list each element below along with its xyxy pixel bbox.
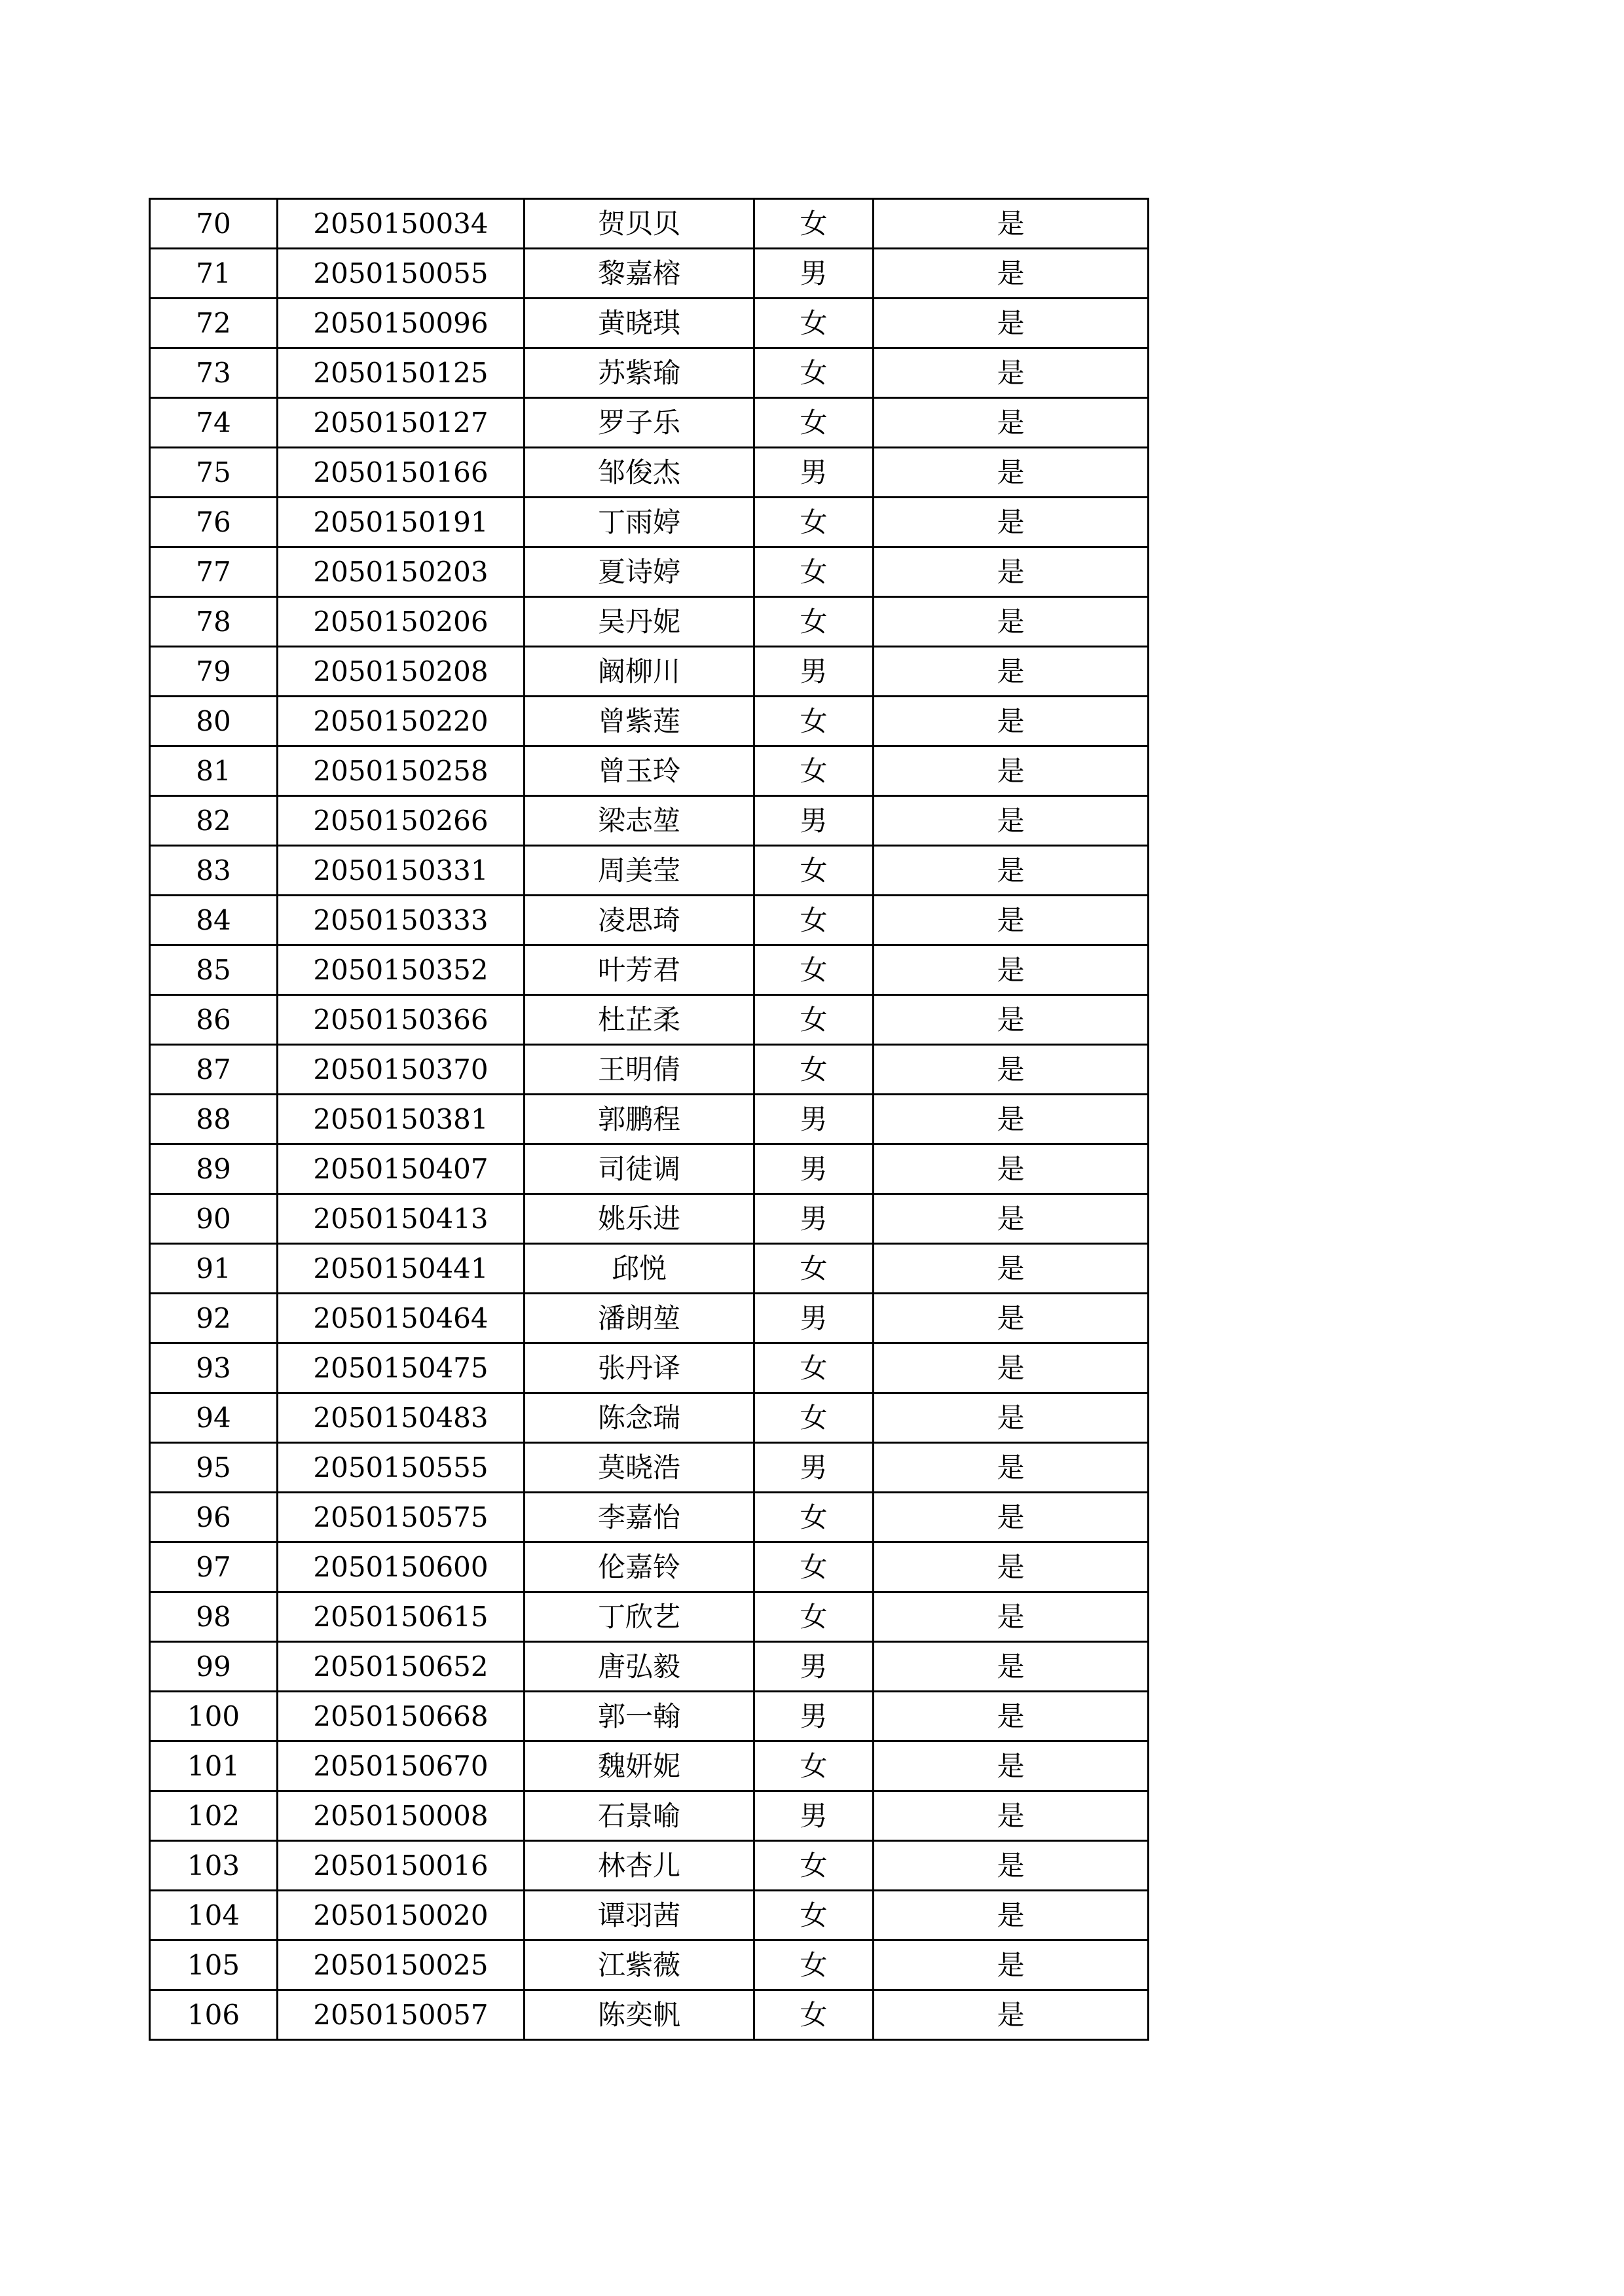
table-row — [150, 1692, 1149, 1741]
student-id-cell: 2050150020 — [278, 1891, 525, 1941]
student-id-cell: 2050150483 — [278, 1393, 525, 1443]
table-row — [150, 1592, 1149, 1642]
table-row — [150, 1343, 1149, 1393]
status-cell: 是 — [874, 1493, 1149, 1542]
row-number-cell: 74 — [150, 398, 278, 448]
student-id-cell: 2050150441 — [278, 1244, 525, 1294]
gender-cell: 女 — [754, 846, 874, 896]
table-row — [150, 498, 1149, 547]
row-number-cell: 89 — [150, 1144, 278, 1194]
gender-cell: 女 — [754, 1393, 874, 1443]
status-cell: 是 — [874, 249, 1149, 299]
student-name-cell: 姚乐进 — [525, 1194, 754, 1244]
student-name-cell: 陈奕帆 — [525, 1990, 754, 2040]
row-number-cell: 99 — [150, 1642, 278, 1692]
row-number-cell: 98 — [150, 1592, 278, 1642]
status-cell: 是 — [874, 448, 1149, 498]
student-name-cell: 陈念瑞 — [525, 1393, 754, 1443]
status-cell: 是 — [874, 896, 1149, 945]
student-id-cell: 2050150366 — [278, 995, 525, 1045]
student-name-cell: 丁欣艺 — [525, 1592, 754, 1642]
student-name-cell: 伦嘉铃 — [525, 1542, 754, 1592]
student-name-cell: 罗子乐 — [525, 398, 754, 448]
status-cell: 是 — [874, 597, 1149, 647]
student-table — [149, 198, 1149, 2041]
gender-cell: 女 — [754, 1542, 874, 1592]
table-row — [150, 945, 1149, 995]
gender-cell: 女 — [754, 1343, 874, 1393]
row-number-cell: 97 — [150, 1542, 278, 1592]
gender-cell: 男 — [754, 1144, 874, 1194]
student-id-cell: 2050150025 — [278, 1941, 525, 1990]
gender-cell: 女 — [754, 1841, 874, 1891]
student-id-cell: 2050150008 — [278, 1791, 525, 1841]
student-name-cell: 唐弘毅 — [525, 1642, 754, 1692]
student-id-cell: 2050150096 — [278, 299, 525, 348]
status-cell: 是 — [874, 199, 1149, 249]
gender-cell: 女 — [754, 1493, 874, 1542]
table-row — [150, 1891, 1149, 1941]
table-body — [150, 199, 1149, 2040]
student-name-cell: 李嘉怡 — [525, 1493, 754, 1542]
table-row — [150, 1095, 1149, 1144]
status-cell: 是 — [874, 498, 1149, 547]
student-name-cell: 杜芷柔 — [525, 995, 754, 1045]
row-number-cell: 106 — [150, 1990, 278, 2040]
gender-cell: 女 — [754, 1592, 874, 1642]
table-row — [150, 299, 1149, 348]
status-cell: 是 — [874, 1095, 1149, 1144]
row-number-cell: 88 — [150, 1095, 278, 1144]
student-name-cell: 黄晓琪 — [525, 299, 754, 348]
row-number-cell: 76 — [150, 498, 278, 547]
student-id-cell: 2050150575 — [278, 1493, 525, 1542]
student-id-cell: 2050150475 — [278, 1343, 525, 1393]
gender-cell: 男 — [754, 249, 874, 299]
gender-cell: 男 — [754, 647, 874, 697]
student-name-cell: 江紫薇 — [525, 1941, 754, 1990]
student-id-cell: 2050150208 — [278, 647, 525, 697]
table-row — [150, 348, 1149, 398]
status-cell: 是 — [874, 1144, 1149, 1194]
table-row — [150, 1990, 1149, 2040]
gender-cell: 男 — [754, 1791, 874, 1841]
student-id-cell: 2050150370 — [278, 1045, 525, 1095]
row-number-cell: 71 — [150, 249, 278, 299]
table-row — [150, 846, 1149, 896]
status-cell: 是 — [874, 945, 1149, 995]
row-number-cell: 102 — [150, 1791, 278, 1841]
gender-cell: 男 — [754, 1642, 874, 1692]
student-id-cell: 2050150555 — [278, 1443, 525, 1493]
gender-cell: 女 — [754, 597, 874, 647]
row-number-cell: 84 — [150, 896, 278, 945]
student-name-cell: 石景喻 — [525, 1791, 754, 1841]
gender-cell: 女 — [754, 299, 874, 348]
student-name-cell: 黎嘉榕 — [525, 249, 754, 299]
student-id-cell: 2050150333 — [278, 896, 525, 945]
table-row — [150, 697, 1149, 746]
gender-cell: 女 — [754, 896, 874, 945]
table-row — [150, 1443, 1149, 1493]
row-number-cell: 80 — [150, 697, 278, 746]
table-row — [150, 1294, 1149, 1343]
table-row — [150, 1045, 1149, 1095]
status-cell: 是 — [874, 1294, 1149, 1343]
table-row — [150, 597, 1149, 647]
row-number-cell: 100 — [150, 1692, 278, 1741]
status-cell: 是 — [874, 1244, 1149, 1294]
status-cell: 是 — [874, 796, 1149, 846]
student-id-cell: 2050150166 — [278, 448, 525, 498]
student-id-cell: 2050150127 — [278, 398, 525, 448]
gender-cell: 女 — [754, 746, 874, 796]
status-cell: 是 — [874, 995, 1149, 1045]
gender-cell: 女 — [754, 547, 874, 597]
gender-cell: 女 — [754, 398, 874, 448]
table-row — [150, 1542, 1149, 1592]
student-name-cell: 凌思琦 — [525, 896, 754, 945]
gender-cell: 女 — [754, 1045, 874, 1095]
student-id-cell: 2050150331 — [278, 846, 525, 896]
student-id-cell: 2050150055 — [278, 249, 525, 299]
status-cell: 是 — [874, 1891, 1149, 1941]
table-row — [150, 1493, 1149, 1542]
status-cell: 是 — [874, 1941, 1149, 1990]
row-number-cell: 78 — [150, 597, 278, 647]
table-row — [150, 1144, 1149, 1194]
status-cell: 是 — [874, 1343, 1149, 1393]
student-name-cell: 王明倩 — [525, 1045, 754, 1095]
student-name-cell: 莫晓浩 — [525, 1443, 754, 1493]
table-row — [150, 896, 1149, 945]
student-id-cell: 2050150206 — [278, 597, 525, 647]
student-id-cell: 2050150203 — [278, 547, 525, 597]
status-cell: 是 — [874, 1791, 1149, 1841]
row-number-cell: 93 — [150, 1343, 278, 1393]
table-row — [150, 448, 1149, 498]
row-number-cell: 70 — [150, 199, 278, 249]
status-cell: 是 — [874, 846, 1149, 896]
table-row — [150, 1841, 1149, 1891]
row-number-cell: 73 — [150, 348, 278, 398]
gender-cell: 男 — [754, 1443, 874, 1493]
gender-cell: 女 — [754, 498, 874, 547]
table-row — [150, 995, 1149, 1045]
row-number-cell: 103 — [150, 1841, 278, 1891]
student-name-cell: 邱悦 — [525, 1244, 754, 1294]
gender-cell: 女 — [754, 1244, 874, 1294]
gender-cell: 女 — [754, 995, 874, 1045]
status-cell: 是 — [874, 1194, 1149, 1244]
gender-cell: 女 — [754, 1941, 874, 1990]
gender-cell: 女 — [754, 348, 874, 398]
row-number-cell: 92 — [150, 1294, 278, 1343]
row-number-cell: 87 — [150, 1045, 278, 1095]
student-id-cell: 2050150670 — [278, 1741, 525, 1791]
student-id-cell: 2050150615 — [278, 1592, 525, 1642]
student-name-cell: 林杏儿 — [525, 1841, 754, 1891]
student-id-cell: 2050150016 — [278, 1841, 525, 1891]
student-name-cell: 曾玉玲 — [525, 746, 754, 796]
student-id-cell: 2050150125 — [278, 348, 525, 398]
status-cell: 是 — [874, 746, 1149, 796]
row-number-cell: 105 — [150, 1941, 278, 1990]
table-row — [150, 746, 1149, 796]
status-cell: 是 — [874, 1841, 1149, 1891]
row-number-cell: 79 — [150, 647, 278, 697]
table-row — [150, 1741, 1149, 1791]
status-cell: 是 — [874, 398, 1149, 448]
status-cell: 是 — [874, 1741, 1149, 1791]
table-row — [150, 398, 1149, 448]
table-row — [150, 199, 1149, 249]
table-row — [150, 1941, 1149, 1990]
student-id-cell: 2050150258 — [278, 746, 525, 796]
status-cell: 是 — [874, 1990, 1149, 2040]
table-row — [150, 1244, 1149, 1294]
student-name-cell: 郭一翰 — [525, 1692, 754, 1741]
row-number-cell: 96 — [150, 1493, 278, 1542]
student-name-cell: 夏诗婷 — [525, 547, 754, 597]
table-row — [150, 647, 1149, 697]
student-name-cell: 司徒调 — [525, 1144, 754, 1194]
status-cell: 是 — [874, 299, 1149, 348]
student-id-cell: 2050150407 — [278, 1144, 525, 1194]
gender-cell: 女 — [754, 945, 874, 995]
document-page — [149, 198, 1149, 2041]
table-row — [150, 1393, 1149, 1443]
student-name-cell: 潘朗堃 — [525, 1294, 754, 1343]
status-cell: 是 — [874, 1692, 1149, 1741]
status-cell: 是 — [874, 647, 1149, 697]
student-name-cell: 郭鹏程 — [525, 1095, 754, 1144]
row-number-cell: 91 — [150, 1244, 278, 1294]
table-row — [150, 1194, 1149, 1244]
student-name-cell: 吴丹妮 — [525, 597, 754, 647]
student-name-cell: 张丹译 — [525, 1343, 754, 1393]
student-id-cell: 2050150652 — [278, 1642, 525, 1692]
status-cell: 是 — [874, 1443, 1149, 1493]
gender-cell: 女 — [754, 697, 874, 746]
student-id-cell: 2050150668 — [278, 1692, 525, 1741]
student-name-cell: 梁志堃 — [525, 796, 754, 846]
gender-cell: 男 — [754, 448, 874, 498]
status-cell: 是 — [874, 547, 1149, 597]
student-name-cell: 丁雨婷 — [525, 498, 754, 547]
row-number-cell: 86 — [150, 995, 278, 1045]
gender-cell: 男 — [754, 1095, 874, 1144]
gender-cell: 男 — [754, 796, 874, 846]
row-number-cell: 81 — [150, 746, 278, 796]
student-id-cell: 2050150413 — [278, 1194, 525, 1244]
gender-cell: 女 — [754, 1891, 874, 1941]
row-number-cell: 95 — [150, 1443, 278, 1493]
table-row — [150, 547, 1149, 597]
table-row — [150, 796, 1149, 846]
row-number-cell: 104 — [150, 1891, 278, 1941]
table-row — [150, 249, 1149, 299]
row-number-cell: 77 — [150, 547, 278, 597]
student-id-cell: 2050150464 — [278, 1294, 525, 1343]
table-row — [150, 1791, 1149, 1841]
gender-cell: 女 — [754, 199, 874, 249]
gender-cell: 男 — [754, 1294, 874, 1343]
status-cell: 是 — [874, 348, 1149, 398]
gender-cell: 男 — [754, 1194, 874, 1244]
row-number-cell: 94 — [150, 1393, 278, 1443]
row-number-cell: 101 — [150, 1741, 278, 1791]
student-id-cell: 2050150600 — [278, 1542, 525, 1592]
student-name-cell: 谭羽茜 — [525, 1891, 754, 1941]
row-number-cell: 82 — [150, 796, 278, 846]
status-cell: 是 — [874, 1592, 1149, 1642]
student-name-cell: 阚柳川 — [525, 647, 754, 697]
student-id-cell: 2050150352 — [278, 945, 525, 995]
student-id-cell: 2050150034 — [278, 199, 525, 249]
student-name-cell: 苏紫瑜 — [525, 348, 754, 398]
status-cell: 是 — [874, 1642, 1149, 1692]
gender-cell: 女 — [754, 1741, 874, 1791]
student-id-cell: 2050150381 — [278, 1095, 525, 1144]
status-cell: 是 — [874, 1045, 1149, 1095]
status-cell: 是 — [874, 697, 1149, 746]
student-id-cell: 2050150220 — [278, 697, 525, 746]
student-name-cell: 贺贝贝 — [525, 199, 754, 249]
table-row — [150, 1642, 1149, 1692]
row-number-cell: 72 — [150, 299, 278, 348]
student-id-cell: 2050150266 — [278, 796, 525, 846]
status-cell: 是 — [874, 1542, 1149, 1592]
student-name-cell: 周美莹 — [525, 846, 754, 896]
student-id-cell: 2050150191 — [278, 498, 525, 547]
gender-cell: 男 — [754, 1692, 874, 1741]
row-number-cell: 75 — [150, 448, 278, 498]
student-name-cell: 曾紫莲 — [525, 697, 754, 746]
student-id-cell: 2050150057 — [278, 1990, 525, 2040]
student-name-cell: 邹俊杰 — [525, 448, 754, 498]
gender-cell: 女 — [754, 1990, 874, 2040]
row-number-cell: 85 — [150, 945, 278, 995]
student-name-cell: 魏妍妮 — [525, 1741, 754, 1791]
status-cell: 是 — [874, 1393, 1149, 1443]
row-number-cell: 90 — [150, 1194, 278, 1244]
student-name-cell: 叶芳君 — [525, 945, 754, 995]
row-number-cell: 83 — [150, 846, 278, 896]
